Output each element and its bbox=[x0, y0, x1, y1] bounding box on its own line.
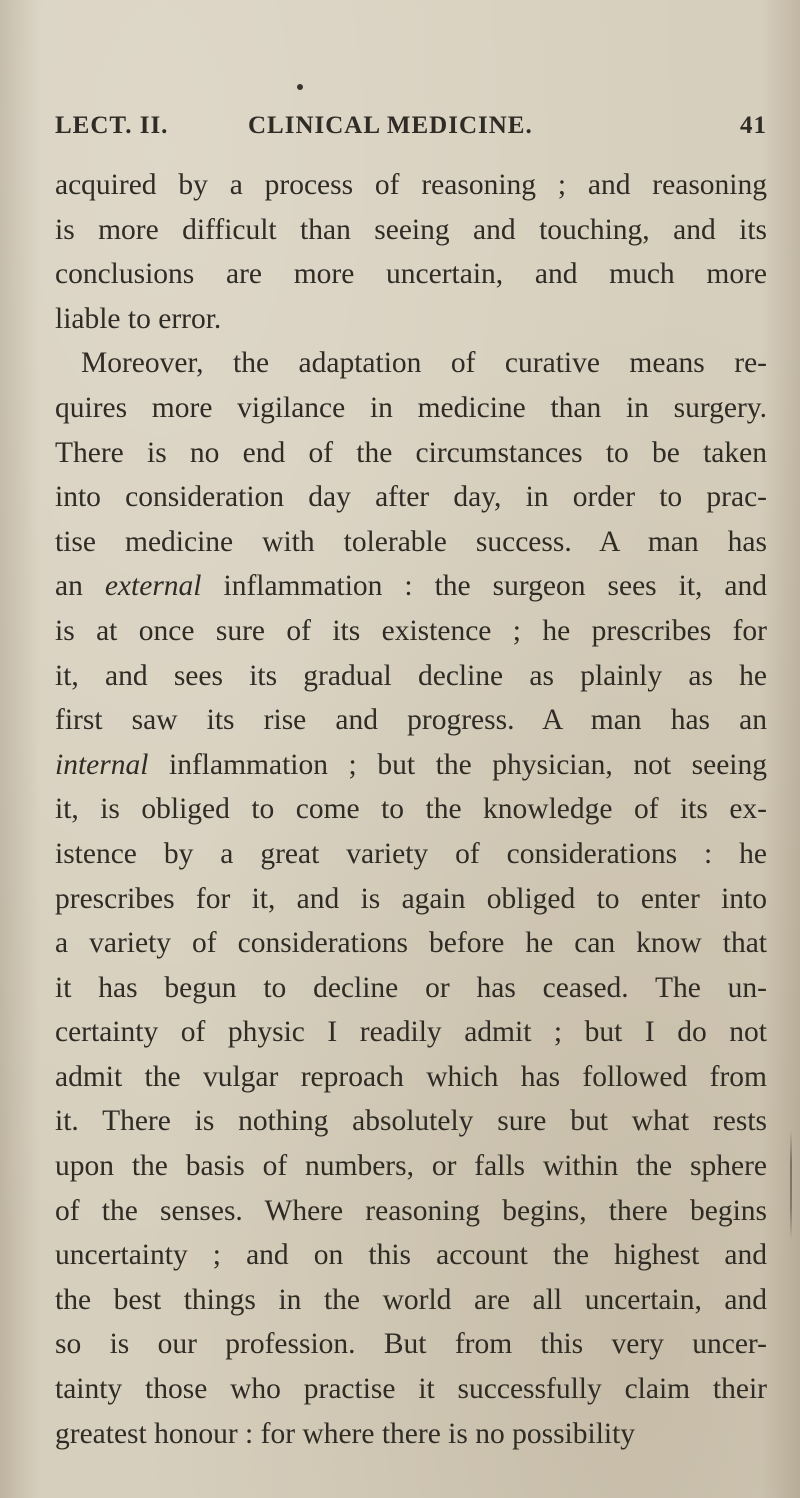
lecture-number: LECT. II. bbox=[55, 112, 169, 139]
emphasis: internal bbox=[55, 748, 149, 781]
text-line: it, is obliged to come to the knowledge of its ex- bbox=[55, 793, 767, 826]
text-line: it has begun to decline or has ceased. The un- bbox=[55, 971, 767, 1004]
running-head bbox=[55, 112, 767, 152]
text-line: admit the vulgar reproach which has followed from bbox=[55, 1060, 767, 1093]
text-line: a variety of considerations before he can know that bbox=[55, 927, 767, 960]
text-line: into consideration day after day, in order to prac- bbox=[55, 481, 767, 514]
text-line: the best things in the world are all uncertain, and bbox=[55, 1283, 767, 1316]
text-line: certainty of physic I readily admit ; but I do not bbox=[55, 1016, 767, 1049]
text-line: an external inflammation : the surgeon sees it, and bbox=[55, 570, 768, 603]
emphasis: external bbox=[104, 570, 202, 603]
text-line: so is our profession. But from this very uncer- bbox=[55, 1328, 767, 1361]
page-edge-mark bbox=[790, 1130, 792, 1240]
text-line: acquired by a process of reasoning ; and reasoning bbox=[55, 169, 767, 201]
text-line: it, and sees its gradual decline as plainly as he bbox=[55, 659, 767, 692]
text-line: greatest honour : for where there is no possibility bbox=[55, 1417, 636, 1450]
text-line: uncertainty ; and on this account the highest and bbox=[55, 1239, 767, 1272]
page-number: 41 bbox=[740, 112, 767, 139]
text-line: tainty those who practise it successfully claim their bbox=[55, 1373, 767, 1406]
text-line: liable to error. bbox=[55, 302, 222, 335]
text-line: upon the basis of numbers, or falls within the sphere bbox=[55, 1150, 767, 1183]
text-line: it. There is nothing absolutely sure but what rests bbox=[55, 1105, 767, 1138]
ink-speck bbox=[297, 84, 303, 90]
text-line: internal inflammation ; but the physician, not seeing bbox=[55, 748, 767, 781]
running-title: CLINICAL MEDICINE. bbox=[248, 112, 533, 139]
text-line: is at once sure of its existence ; he prescribes for bbox=[55, 614, 767, 647]
text-line: Moreover, the adaptation of curative means re- bbox=[81, 347, 767, 380]
text-line: quires more vigilance in medicine than in surgery. bbox=[55, 391, 767, 424]
text-line: first saw its rise and progress. A man has an bbox=[55, 704, 767, 737]
text-line: conclusions are more uncertain, and much more bbox=[55, 258, 767, 291]
body-text bbox=[55, 163, 767, 1456]
text-line: tise medicine with tolerable success. A man has bbox=[55, 525, 767, 558]
text-line: There is no end of the circumstances to be taken bbox=[55, 436, 767, 469]
text-line: istence by a great variety of considerations : he bbox=[55, 837, 767, 870]
text-line: of the senses. Where reasoning begins, there begins bbox=[55, 1194, 767, 1227]
text-line: is more difficult than seeing and touching, and its bbox=[55, 213, 767, 246]
text-line: prescribes for it, and is again obliged to enter into bbox=[55, 882, 767, 915]
